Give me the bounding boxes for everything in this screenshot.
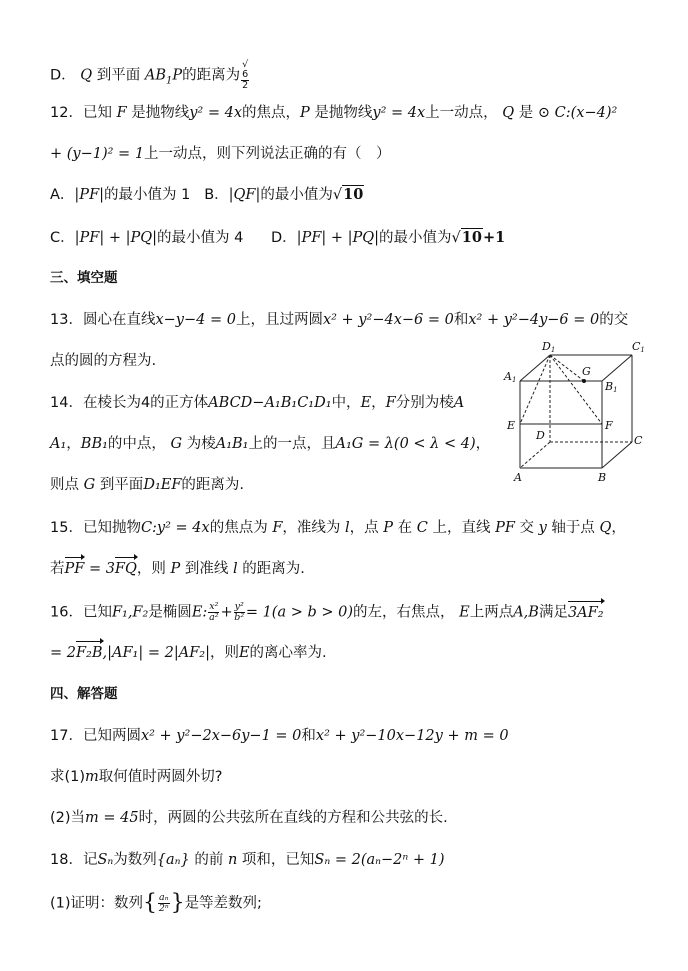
q11-option-d: D． Q 到平面 $AB_1P$的距离为 √ 6 2	[50, 59, 249, 91]
q12-options-cd: C．|PF| + |PQ|的最小值为 4 D．|PF| + |PQ|的最小值为√10+1	[50, 229, 506, 246]
q16-line2: = 2F₂B,|AF₁| = 2|AF₂|，则E的离心率为.	[50, 645, 327, 661]
q17-line1: 17．已知两圆x² + y²−2x−6y−1 = 0和x² + y²−10x−12y + m = 0	[50, 728, 509, 744]
label-d: D	[536, 429, 545, 442]
segment-d1e-hidden	[520, 355, 550, 424]
cube-figure	[498, 338, 648, 488]
label-g: G	[582, 365, 591, 378]
fraction: √ 6 2	[242, 59, 249, 91]
point-g	[582, 379, 586, 383]
edge-b1c1	[602, 355, 632, 381]
q18-line1: 18．记Sₙ为数列{aₙ} 的前 n 项和，已知Sₙ = 2(aₙ−2ⁿ + 1)	[50, 852, 445, 868]
edge-a1d1	[520, 355, 550, 381]
section-heading-answer: 四、解答题	[50, 686, 118, 702]
section-heading-fill-in: 三、填空题	[50, 270, 118, 286]
segment-d1f-hidden	[550, 355, 602, 424]
label-b: B	[598, 471, 607, 484]
q14-line2: A₁，BB₁的中点， G 为棱A₁B₁上的一点，且A₁G = λ(0 < λ < 4)，	[50, 436, 491, 452]
edge-da-hidden	[520, 442, 550, 468]
label-c: C	[634, 434, 643, 447]
label-c1: C1	[632, 340, 645, 354]
q17-part1: 求(1)m取何值时两圆外切?	[50, 769, 223, 785]
q18-part1: (1)证明：数列{ $\frac{\text{aₙ}}{\text{2ⁿ}}$ }是等差数列;	[50, 890, 262, 916]
q15-line1: 15．已知抛物C:y² = 4x的焦点为 F，准线为 l，点 P 在 C 上，直线 PF 交 y 轴于点 Q，	[50, 520, 626, 536]
label-d1: D1	[542, 340, 556, 354]
label-f: F	[605, 419, 613, 432]
edge-bc	[602, 442, 632, 468]
q12-options-ab: A．|PF|的最小值为 1 B．|QF|的最小值为√10	[50, 186, 364, 203]
q14-line3: 则点 G 到平面D₁EF的距离为.	[50, 477, 245, 493]
q17-part2: (2)当m = 45时，两圆的公共弦所在直线的方程和公共弦的长.	[50, 810, 448, 826]
q13-line1: 13．圆心在直线x−y−4 = 0上，且过两圆x² + y²−4x−6 = 0和x² + y²−4y−6 = 0的交	[50, 312, 629, 328]
q16-line1: 16．已知F₁,F₂是椭圆E: $\frac{\text{x²}}{\text{a²}}$ + $\frac{\text{y²}}{\text{b²}}$ = 1(a > b > 0)的左，右焦点， E上两点A,B满足3AF₂	[50, 601, 604, 623]
label-a1: A1	[504, 370, 517, 384]
label-b1: B1	[605, 380, 618, 394]
q15-line2: 若PF = 3FQ，则 P 到准线 l 的距离为.	[50, 561, 305, 577]
label-a: A	[514, 471, 522, 484]
q12-line2: + (y−1)² = 1上一动点，则下列说法正确的有（ ）	[50, 146, 391, 162]
q14-line1: 14．在棱长为4的正方体ABCD−A₁B₁C₁D₁中，E，F分别为棱A	[50, 395, 465, 411]
label-e: E	[507, 419, 516, 432]
q12-line1: 12．已知 F 是抛物线y² = 4x的焦点，P 是抛物线y² = 4x上一动点， Q 是 ⊙ C:(x−4)²	[50, 105, 618, 121]
q13-line2: 点的圆的方程为.	[50, 353, 157, 369]
